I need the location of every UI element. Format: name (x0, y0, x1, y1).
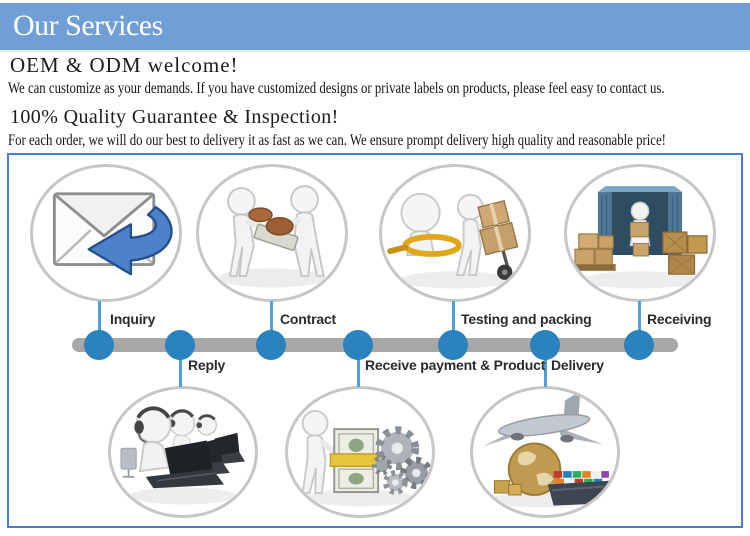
step-circle-receiving (564, 164, 716, 302)
step-label-contract: Contract (280, 311, 336, 327)
timeline-dot-receiving (624, 330, 654, 360)
section-header (0, 3, 750, 52)
step-label-inquiry: Inquiry (110, 311, 156, 327)
inspection-packing-icon (382, 167, 528, 299)
step-circle-payment (285, 386, 435, 518)
step-label-payment: Receive payment & Product (365, 357, 546, 373)
section-title: Our Services (13, 9, 163, 42)
container-unloading-icon (567, 167, 713, 299)
plane-globe-ship-icon (473, 389, 617, 515)
step-label-reply: Reply (188, 357, 226, 373)
step-circle-testing-packing (379, 164, 531, 302)
contract-exchange-icon (199, 167, 345, 299)
step-circle-inquiry (30, 164, 182, 302)
envelope-reply-icon (33, 167, 179, 299)
step-label-receiving: Receiving (647, 311, 712, 327)
step-label-delivery: Delivery (551, 357, 604, 373)
timeline-dot-testing (438, 330, 468, 360)
quality-heading: 100% Quality Guarantee & Inspection! (10, 106, 339, 128)
process-flow-diagram (7, 153, 743, 528)
timeline-dot-delivery (530, 330, 560, 360)
timeline-dot-payment (343, 330, 373, 360)
timeline-dot-reply (165, 330, 195, 360)
timeline-dot-contract (256, 330, 286, 360)
step-circle-reply (108, 386, 258, 518)
quality-paragraph: For each order, we will do our best to delivery it as fast as we can. We ensure prompt delivery high quality and reasonable price! (8, 132, 666, 149)
timeline-bar (72, 338, 678, 352)
oem-heading: OEM & ODM welcome! (10, 53, 239, 77)
support-team-icon (111, 389, 255, 515)
money-gears-icon (288, 389, 432, 515)
oem-paragraph: We can customize as your demands. If you have customized designs or private labels on products, please feel easy to contact us. (8, 80, 665, 97)
step-circle-contract (196, 164, 348, 302)
step-label-testing: Testing and packing (461, 311, 592, 327)
step-circle-delivery (470, 386, 620, 518)
timeline-dot-inquiry (84, 330, 114, 360)
